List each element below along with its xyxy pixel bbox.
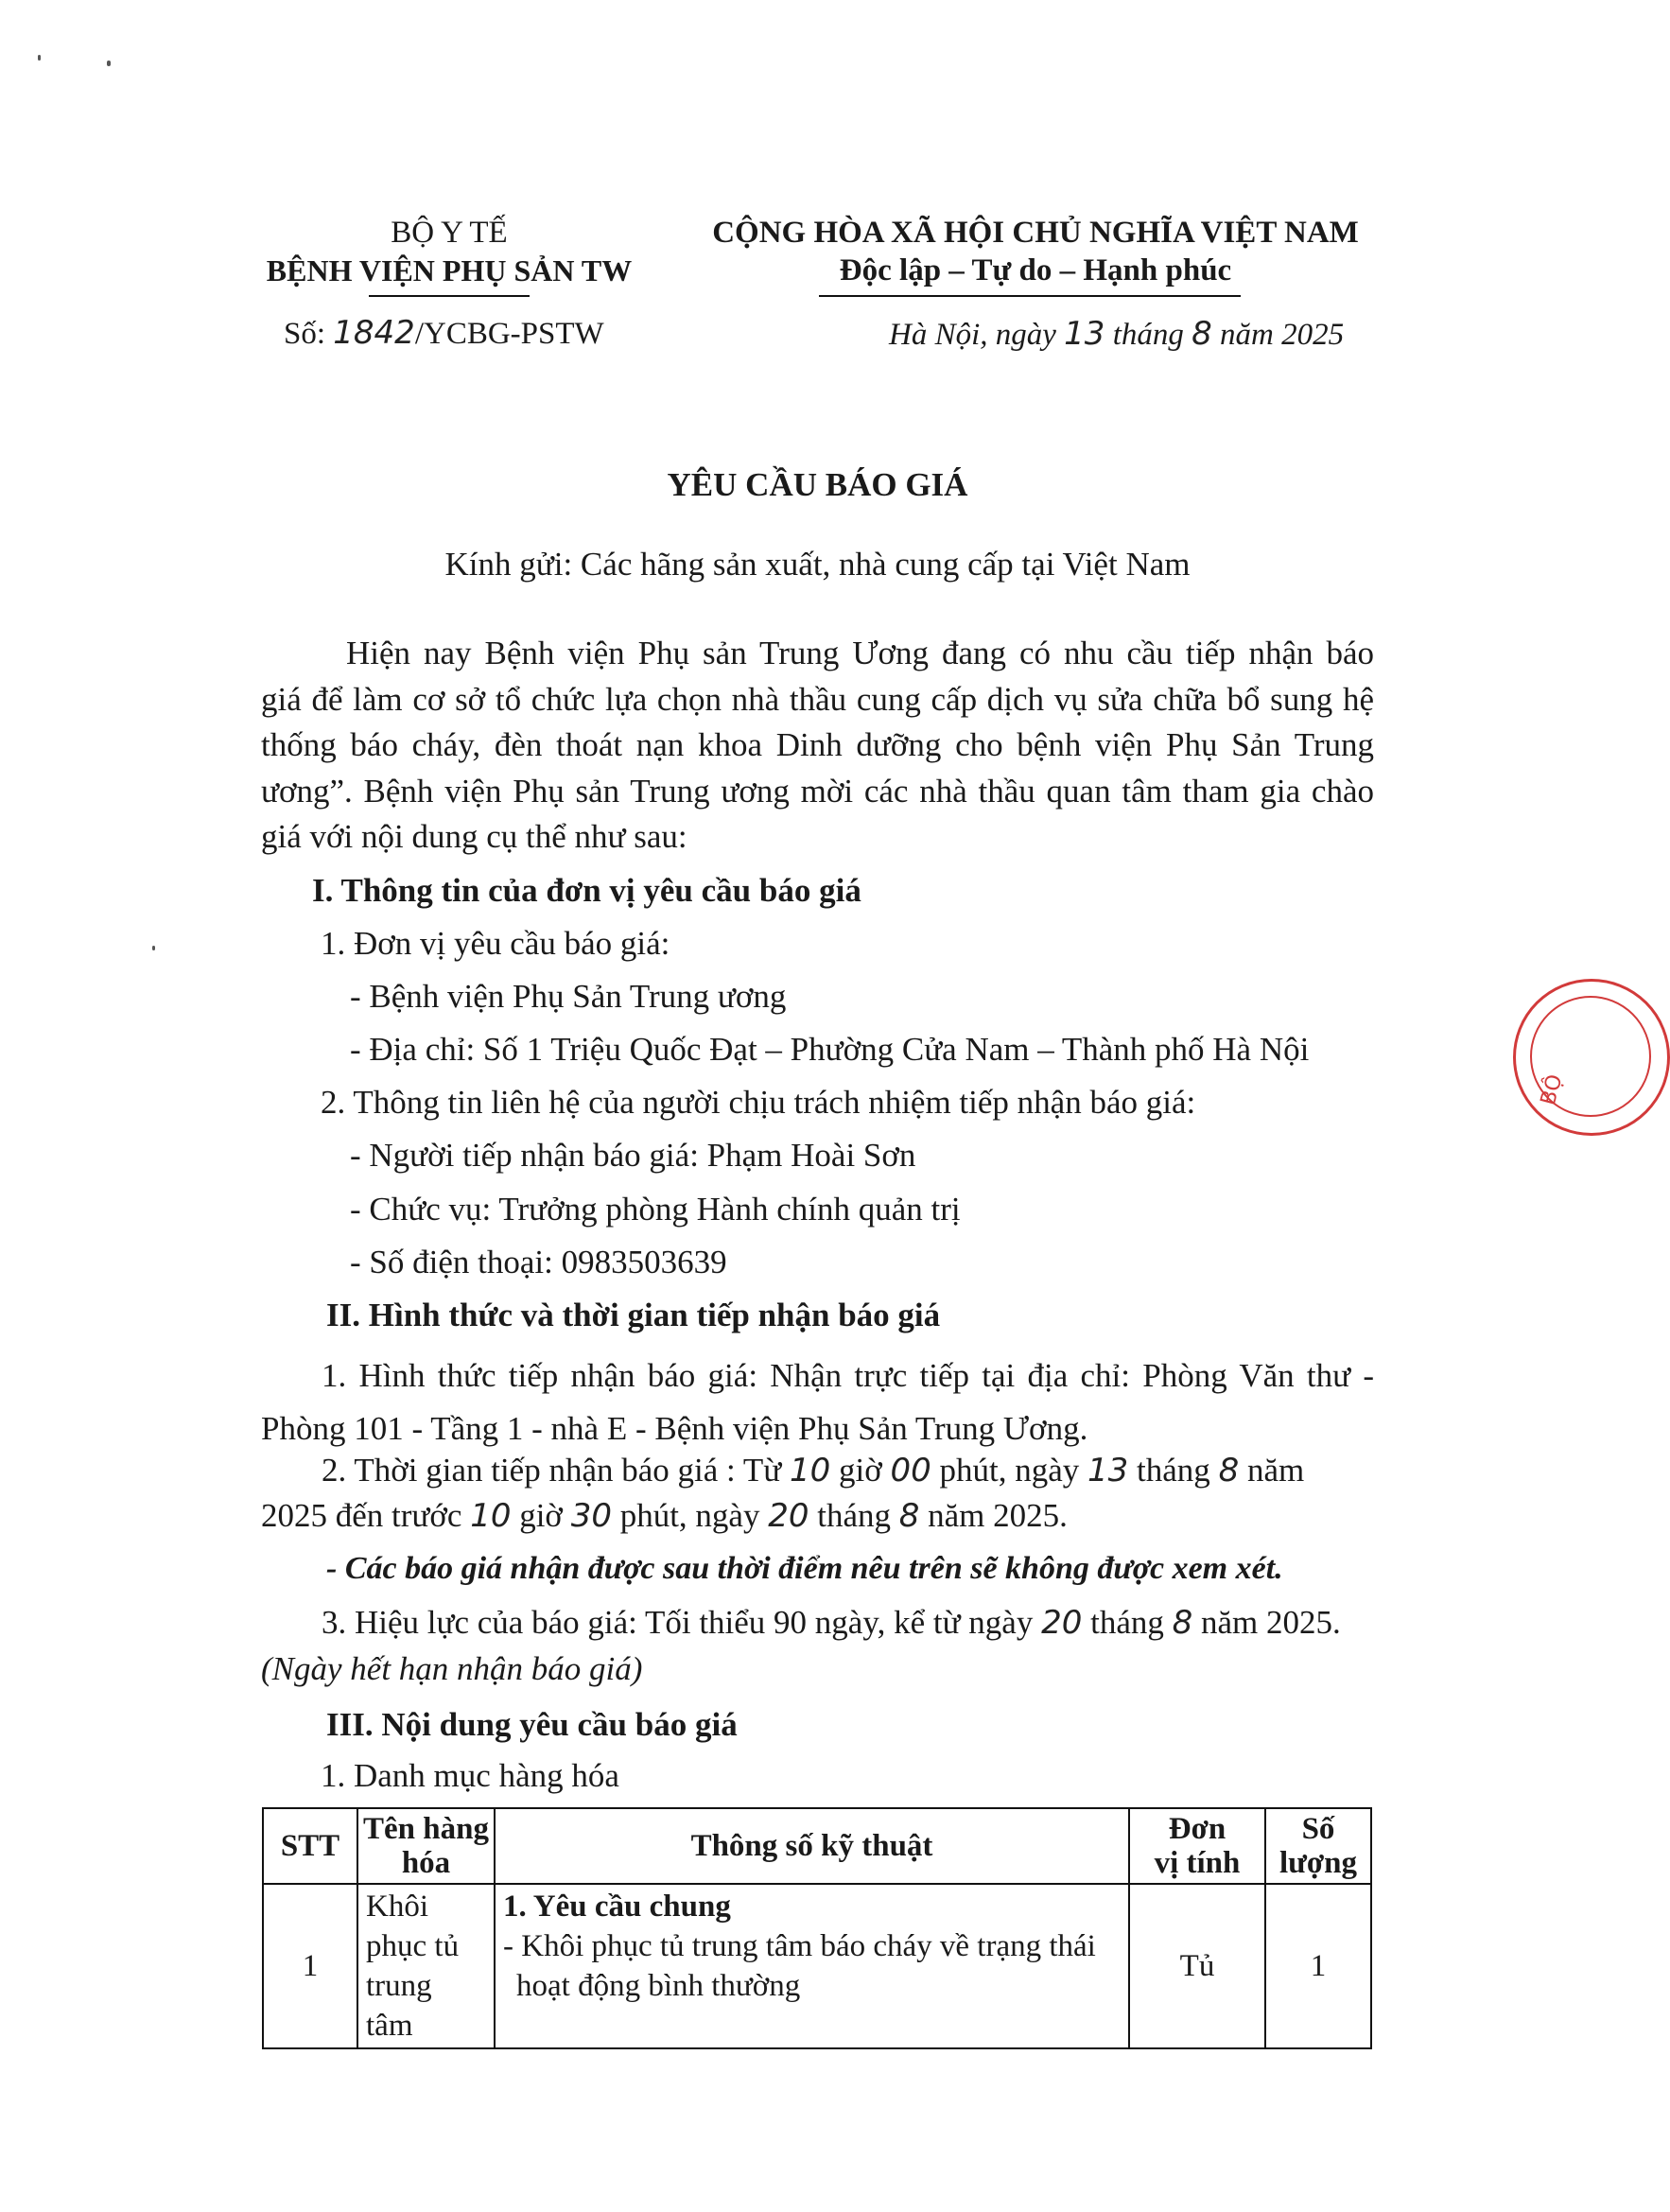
time-text: tháng [809,1497,899,1534]
time-text: phút, ngày [611,1497,769,1534]
validity-line [322,1604,1341,1642]
row-stt-value: 1 [302,1949,319,1983]
row-qty [1265,1884,1371,2048]
date-part: năm 2025 [1211,318,1345,352]
time-day-handwritten: 13 [1087,1452,1129,1489]
time-text: giờ [830,1452,891,1489]
time-month-handwritten: 8 [898,1497,920,1535]
time-text: phút, ngày [931,1452,1088,1489]
unit-address: - Địa chỉ: Số 1 Triệu Quốc Đạt – Phường Cửa Nam – Thành phố Hà Nội [350,1031,1310,1068]
validity-note: (Ngày hết hạn nhận báo giá) [261,1650,643,1687]
receiver-position: - Chức vụ: Trưởng phòng Hành chính quản trị [350,1191,961,1228]
row-qty-value: 1 [1310,1949,1327,1983]
late-submission-note: - Các báo giá nhận được sau thời điểm nêu trên sẽ không được xem xét. [326,1551,1283,1586]
form-line: 1. Hình thức tiếp nhận báo giá: Nhận trực tiếp tại địa chỉ: Phòng Văn thư - [322,1357,1374,1394]
time-text: giờ [511,1497,571,1534]
validity-month-handwritten: 8 [1172,1604,1193,1642]
row-spec-line: - Khôi phục tủ trung tâm báo cháy về trạng thái [503,1929,1096,1963]
row-unit [1129,1884,1265,2048]
doc-number-prefix: Số: [284,317,334,351]
doc-number-handwritten: 1842 [333,314,415,352]
intro-line: giá để làm cơ sở tổ chức lựa chọn nhà thầu cung cấp dịch vụ sửa chữa bổ sung hệ [261,680,1374,718]
time-day-handwritten: 20 [768,1497,809,1535]
row-spec [495,1884,1129,2048]
time-minute-handwritten: 00 [890,1452,931,1489]
motto-underline [819,295,1241,297]
receiver-phone: - Số điện thoại: 0983503639 [350,1244,727,1280]
scan-speck [38,55,41,61]
time-text: năm [1239,1452,1305,1489]
time-text: tháng [1128,1452,1219,1489]
time-text: 2. Thời gian tiếp nhận báo giá : Từ [322,1452,790,1489]
time-text: 2025 đến trước [261,1497,471,1534]
date-month-handwritten: 8 [1192,315,1212,353]
intro-line: ương”. Bệnh viện Phụ sản Trung ương mời các nhà thầu quan tâm tham gia chào [261,772,1374,810]
intro-line: giá với nội dung cụ thể như sau: [261,818,687,855]
header-name-label: Tên hàng [363,1812,489,1846]
row-name-line: trung tâm [366,1969,432,2043]
intro-line: thống báo cháy, đèn thoát nạn khoa Dinh dưỡng cho bệnh viện Phụ Sản Trung [261,726,1374,763]
doc-number-suffix: /YCBG-PSTW [414,317,604,351]
recipient-line: Kính gửi: Các hãng sản xuất, nhà cung cấp tại Việt Nam [444,546,1191,583]
section-1-heading: I. Thông tin của đơn vị yêu cầu báo giá [312,872,861,909]
header-stt [263,1808,357,1884]
time-month-handwritten: 8 [1218,1452,1240,1489]
form-line: Phòng 101 - Tầng 1 - nhà E - Bệnh viện Phụ Sản Trung Ương. [261,1410,1088,1447]
table-row [263,1884,1371,2048]
header-qty [1265,1808,1371,1884]
scan-speck [152,946,155,950]
validity-day-handwritten: 20 [1041,1604,1083,1642]
goods-table [262,1807,1372,2049]
receive-time-line-1 [322,1452,1374,1489]
validity-text: năm 2025. [1192,1604,1341,1641]
row-spec-line: hoạt động bình thường [516,1969,801,2003]
document-title: YÊU CẦU BÁO GIÁ [667,466,968,503]
row-name-line: phục tủ [366,1929,460,1963]
header-spec [495,1808,1129,1884]
header-unit [1129,1808,1265,1884]
form-paragraph [261,1350,1374,1455]
table-header-row [263,1808,1371,1884]
intro-line: Hiện nay Bệnh viện Phụ sản Trung Ương đang có nhu cầu tiếp nhận báo [346,635,1374,671]
validity-text: tháng [1082,1604,1173,1641]
document-number [284,314,604,352]
header-unit-label: vị tính [1154,1846,1241,1880]
header-name [357,1808,495,1884]
section-3-heading: III. Nội dung yêu cầu báo giá [326,1706,738,1743]
validity-text: 3. Hiệu lực của báo giá: Tối thiểu 90 ngày, kể từ ngày [322,1604,1042,1641]
unit-name: - Bệnh viện Phụ Sản Trung ương [350,978,787,1015]
date-part: Hà Nội, ngày [889,318,1065,352]
time-minute-handwritten: 30 [570,1497,612,1535]
row-stt [263,1884,357,2048]
time-hour-handwritten: 10 [470,1497,512,1535]
time-text: năm 2025. [919,1497,1068,1534]
receive-time-line-2 [261,1497,1068,1535]
hospital-underline [369,295,530,297]
national-motto: Độc lập – Tự do – Hạnh phúc [839,253,1232,287]
row-spec-heading: 1. Yêu cầu chung [503,1890,731,1924]
section-1-item-1: 1. Đơn vị yêu cầu báo giá: [321,925,670,962]
row-name [357,1884,495,2048]
stamp-lettering: BỘ [1536,1071,1568,1108]
row-unit-value: Tủ [1179,1949,1215,1983]
country-name: CỘNG HÒA XÃ HỘI CHỦ NGHĨA VIỆT NAM [712,216,1359,250]
scan-speck [107,61,111,66]
date-day-handwritten: 13 [1064,315,1105,353]
header-unit-label: Đơn [1168,1812,1226,1846]
receiver-name: - Người tiếp nhận báo giá: Phạm Hoài Sơn [350,1137,916,1174]
intro-paragraph [261,631,1374,861]
section-2-heading: II. Hình thức và thời gian tiếp nhận báo giá [326,1297,941,1333]
section-1-item-2: 2. Thông tin liên hệ của người chịu trách nhiệm tiếp nhận báo giá: [321,1084,1196,1121]
header-qty-label: lượng [1279,1846,1358,1880]
header-spec-label: Thông số kỹ thuật [690,1829,933,1863]
section-3-item-1: 1. Danh mục hàng hóa [321,1757,619,1794]
header-name-label: hóa [401,1846,451,1880]
header-stt-label: STT [280,1829,340,1863]
row-name-line: Khôi [366,1890,428,1924]
hospital-name: BỆNH VIỆN PHỤ SẢN TW [266,253,633,287]
ministry-name: BỘ Y TẾ [391,216,508,250]
date-part: tháng [1105,318,1192,352]
time-hour-handwritten: 10 [790,1452,831,1489]
document-date [889,315,1344,353]
header-qty-label: Số [1301,1812,1335,1846]
